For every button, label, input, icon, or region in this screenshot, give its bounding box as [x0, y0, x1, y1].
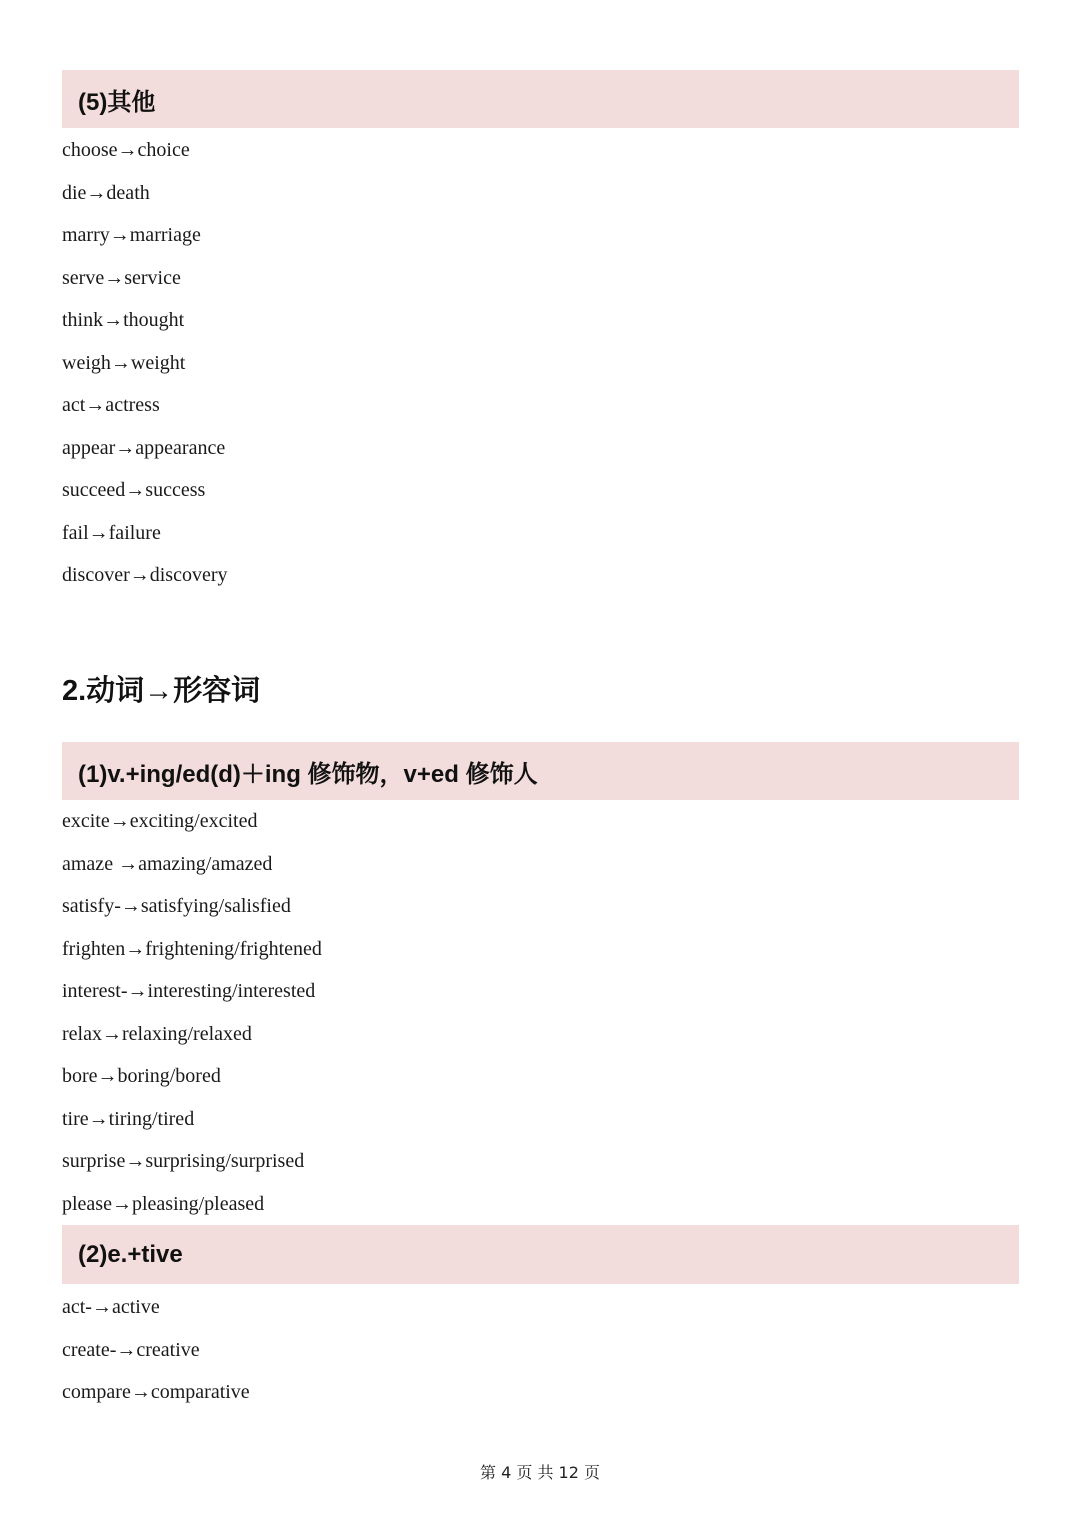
section-title: (1)v.+ing/ed(d)＋ing 修饰物，v+ed 修饰人: [78, 760, 538, 788]
list-item: act→actress: [62, 394, 160, 416]
list-item: marry→marriage: [62, 224, 201, 246]
list-item: act-→active: [62, 1296, 160, 1318]
list-item: succeed→success: [62, 479, 206, 501]
page-footer: 第 4 页 共 12 页: [480, 1463, 600, 1482]
section-header-other: [62, 70, 1019, 128]
section-title: (5)其他: [78, 88, 156, 116]
section-header-ing-ed: [62, 742, 1019, 800]
list-item: weigh→weight: [62, 351, 186, 374]
list-item: relax→relaxing/relaxed: [62, 1022, 252, 1045]
list-item: frighten→frightening/frightened: [62, 937, 322, 960]
list-item: compare→comparative: [62, 1381, 250, 1403]
page-heading: 2.动词→形容词: [62, 675, 261, 707]
word-list-tive: [62, 1286, 250, 1414]
list-item: fail→failure: [62, 521, 161, 544]
list-item: serve→service: [62, 266, 181, 289]
list-item: surprise→surprising/surprised: [62, 1150, 305, 1172]
section-title: (2)e.+tive: [78, 1240, 183, 1268]
list-item: appear→appearance: [62, 436, 226, 459]
list-item: create-→creative: [62, 1338, 200, 1361]
list-item: tire→tiring/tired: [62, 1107, 195, 1130]
list-item: choose→choice: [62, 139, 190, 161]
word-list-ing-ed: [62, 800, 322, 1225]
list-item: satisfy-→satisfying/salisfied: [62, 895, 291, 917]
list-item: interest-→interesting/interested: [62, 980, 316, 1002]
list-item: bore→boring/bored: [62, 1065, 221, 1087]
list-item: die→death: [62, 181, 150, 204]
section-header-tive: [62, 1225, 1019, 1284]
list-item: please→pleasing/pleased: [62, 1192, 265, 1215]
list-item: excite→exciting/excited: [62, 810, 258, 832]
word-list-other: [62, 129, 228, 597]
list-item: think→thought: [62, 309, 185, 331]
list-item: amaze →amazing/amazed: [62, 852, 273, 875]
list-item: discover→discovery: [62, 564, 228, 586]
